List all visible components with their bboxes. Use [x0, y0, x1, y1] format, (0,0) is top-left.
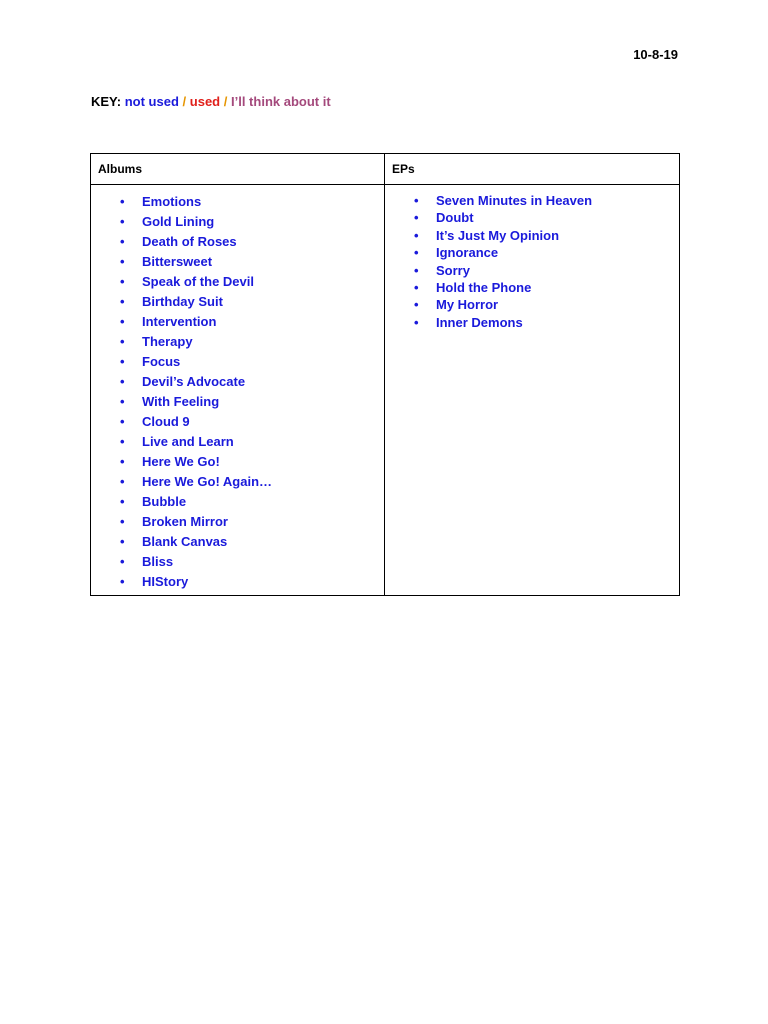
album-title: Bubble — [142, 494, 187, 509]
albums-header: Albums — [91, 154, 385, 185]
bullet-icon: • — [414, 227, 419, 243]
bullet-icon: • — [120, 514, 125, 529]
albums-list — [91, 185, 384, 592]
bullet-icon: • — [120, 354, 125, 369]
ep-list-item — [385, 262, 679, 279]
album-title: Here We Go! Again… — [142, 474, 273, 489]
album-list-item — [91, 472, 384, 492]
album-list-item — [91, 552, 384, 572]
bullet-icon: • — [120, 234, 125, 249]
key-not-used: not used — [124, 94, 179, 109]
album-title: HIStory — [142, 574, 189, 589]
key-label: KEY: — [91, 94, 122, 109]
album-title: Gold Lining — [142, 214, 215, 229]
album-list-item — [91, 452, 384, 472]
bullet-icon: • — [414, 262, 419, 278]
album-list-item — [91, 372, 384, 392]
album-title: Devil’s Advocate — [142, 374, 246, 389]
ep-list-item — [385, 227, 679, 244]
album-list-item — [91, 352, 384, 372]
key-think-about-it: I’ll think about it — [231, 94, 331, 109]
album-list-item — [91, 272, 384, 292]
eps-cell — [385, 185, 680, 596]
ep-title: Ignorance — [436, 245, 499, 261]
album-list-item — [91, 192, 384, 212]
table-body-row — [91, 185, 680, 596]
bullet-icon: • — [120, 454, 125, 469]
ep-title: Seven Minutes in Heaven — [436, 193, 593, 208]
ep-list-item — [385, 296, 679, 313]
key-separator: / — [223, 94, 228, 109]
table-header-row — [91, 154, 680, 185]
album-list-item — [91, 532, 384, 552]
ep-title: Sorry — [436, 262, 470, 278]
bullet-icon: • — [120, 334, 125, 349]
color-key-legend — [91, 94, 331, 109]
bullet-icon: • — [120, 494, 125, 509]
album-list-item — [91, 232, 384, 252]
album-list-item — [91, 332, 384, 352]
album-title: With Feeling — [142, 394, 220, 409]
document-date: 10-8-19 — [633, 47, 678, 62]
bullet-icon: • — [120, 394, 125, 409]
album-title: Therapy — [142, 334, 193, 349]
bullet-icon: • — [414, 210, 419, 226]
album-list-item — [91, 572, 384, 592]
album-title: Broken Mirror — [142, 514, 228, 529]
album-title: Here We Go! — [142, 454, 220, 469]
ep-list-item — [385, 192, 679, 209]
album-title: Speak of the Devil — [142, 274, 254, 289]
album-title: Live and Learn — [142, 434, 234, 449]
album-title: Birthday Suit — [142, 294, 223, 309]
album-title: Death of Roses — [142, 234, 237, 249]
key-used: used — [189, 94, 221, 109]
bullet-icon: • — [120, 574, 125, 589]
key-separator: / — [182, 94, 187, 109]
album-title: Blank Canvas — [142, 534, 228, 549]
album-list-item — [91, 412, 384, 432]
bullet-icon: • — [414, 314, 419, 330]
album-list-item — [91, 492, 384, 512]
album-list-item — [91, 392, 384, 412]
ep-title: My Horror — [436, 297, 499, 313]
ep-title: Doubt — [436, 210, 474, 226]
album-title: Cloud 9 — [142, 414, 190, 429]
album-title: Emotions — [142, 194, 202, 209]
bullet-icon: • — [414, 297, 419, 313]
bullet-icon: • — [120, 554, 125, 569]
bullet-icon: • — [120, 214, 125, 229]
bullet-icon: • — [120, 274, 125, 289]
bullet-icon: • — [120, 314, 125, 329]
album-list-item — [91, 212, 384, 232]
eps-list — [385, 185, 679, 331]
bullet-icon: • — [120, 474, 125, 489]
album-title: Intervention — [142, 314, 217, 329]
album-list-item — [91, 252, 384, 272]
bullet-icon: • — [120, 534, 125, 549]
ep-title: It’s Just My Opinion — [436, 227, 560, 243]
bullet-icon: • — [414, 279, 419, 295]
album-list-item — [91, 432, 384, 452]
album-title: Bliss — [142, 554, 174, 569]
album-title: Focus — [142, 354, 181, 369]
bullet-icon: • — [120, 414, 125, 429]
bullet-icon: • — [120, 194, 125, 209]
albums-cell — [91, 185, 385, 596]
ep-list-item — [385, 209, 679, 226]
bullet-icon: • — [414, 245, 419, 261]
titles-table — [90, 153, 680, 596]
album-list-item — [91, 312, 384, 332]
ep-list-item — [385, 244, 679, 261]
bullet-icon: • — [120, 434, 125, 449]
album-list-item — [91, 512, 384, 532]
ep-list-item — [385, 314, 679, 331]
bullet-icon: • — [120, 254, 125, 269]
ep-title: Inner Demons — [436, 314, 523, 330]
eps-header: EPs — [385, 154, 680, 185]
bullet-icon: • — [120, 374, 125, 389]
ep-title: Hold the Phone — [436, 279, 532, 295]
bullet-icon: • — [414, 193, 419, 208]
album-list-item — [91, 292, 384, 312]
bullet-icon: • — [120, 294, 125, 309]
ep-list-item — [385, 279, 679, 296]
album-title: Bittersweet — [142, 254, 213, 269]
